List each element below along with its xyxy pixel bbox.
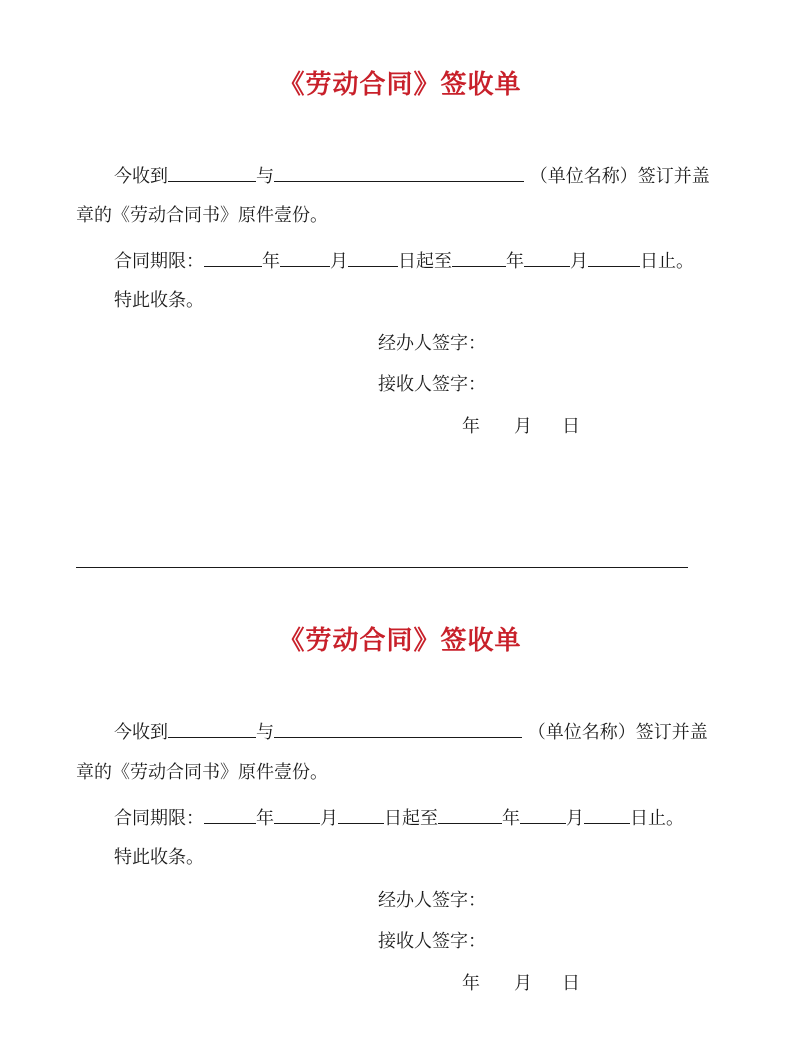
date-year-label: 年 <box>462 416 480 437</box>
date-day-label: 日 <box>562 416 580 437</box>
contract-term-line <box>114 247 694 274</box>
with-label: 与 <box>256 166 274 187</box>
end-year-blank[interactable] <box>438 804 502 824</box>
receipt-title: 《劳动合同》签收单 <box>278 626 522 656</box>
day-to-label: 日止。 <box>630 808 684 829</box>
end-month-blank[interactable] <box>524 247 570 267</box>
receipt-title: 《劳动合同》签收单 <box>278 70 522 100</box>
handler-signature-line <box>378 889 486 913</box>
handler-signature-line <box>378 332 486 356</box>
received-label: 今收到 <box>114 166 168 187</box>
date-month-label: 月 <box>514 416 532 437</box>
company-suffix-text: （单位名称）签订并盖 <box>529 166 710 187</box>
date-month-label: 月 <box>514 973 532 994</box>
month-label: 月 <box>330 251 348 272</box>
start-year-blank[interactable] <box>204 247 262 267</box>
end-day-blank[interactable] <box>584 804 630 824</box>
term-label: 合同期限： <box>114 251 204 272</box>
day-to-label: 日止。 <box>640 251 694 272</box>
company-suffix-text: （单位名称）签订并盖 <box>527 722 708 743</box>
start-year-blank[interactable] <box>204 804 256 824</box>
received-line <box>114 162 710 189</box>
handler-signature-label: 经办人签字： <box>378 333 486 354</box>
handler-signature-label: 经办人签字： <box>378 890 486 911</box>
term-label: 合同期限： <box>114 808 204 829</box>
month-label: 月 <box>570 251 588 272</box>
year-label: 年 <box>506 251 524 272</box>
acknowledgement-line: 特此收条。 <box>114 847 204 868</box>
receiver-signature-label: 接收人签字： <box>378 374 486 395</box>
year-label: 年 <box>502 808 520 829</box>
received-line <box>114 718 708 745</box>
sign-date-line <box>462 972 580 996</box>
start-month-blank[interactable] <box>280 247 330 267</box>
sign-date-line <box>462 415 580 439</box>
end-day-blank[interactable] <box>588 247 640 267</box>
with-label: 与 <box>256 722 274 743</box>
end-year-blank[interactable] <box>452 247 506 267</box>
day-from-label: 日起至 <box>384 808 438 829</box>
start-month-blank[interactable] <box>274 804 320 824</box>
employee-name-blank[interactable] <box>168 718 256 738</box>
end-month-blank[interactable] <box>520 804 566 824</box>
start-day-blank[interactable] <box>348 247 398 267</box>
contract-copy-line: 章的《劳动合同书》原件壹份。 <box>76 762 328 783</box>
company-name-blank[interactable] <box>274 162 524 182</box>
contract-term-line <box>114 804 684 831</box>
employee-name-blank[interactable] <box>168 162 256 182</box>
month-label: 月 <box>320 808 338 829</box>
month-label: 月 <box>566 808 584 829</box>
date-year-label: 年 <box>462 973 480 994</box>
cut-divider-line <box>76 567 688 568</box>
contract-copy-line: 章的《劳动合同书》原件壹份。 <box>76 205 328 226</box>
receiver-signature-label: 接收人签字： <box>378 931 486 952</box>
received-label: 今收到 <box>114 722 168 743</box>
acknowledgement-line: 特此收条。 <box>114 290 204 311</box>
company-name-blank[interactable] <box>274 718 522 738</box>
receiver-signature-line <box>378 373 486 397</box>
receiver-signature-line <box>378 930 486 954</box>
date-day-label: 日 <box>562 973 580 994</box>
year-label: 年 <box>256 808 274 829</box>
start-day-blank[interactable] <box>338 804 384 824</box>
day-from-label: 日起至 <box>398 251 452 272</box>
year-label: 年 <box>262 251 280 272</box>
